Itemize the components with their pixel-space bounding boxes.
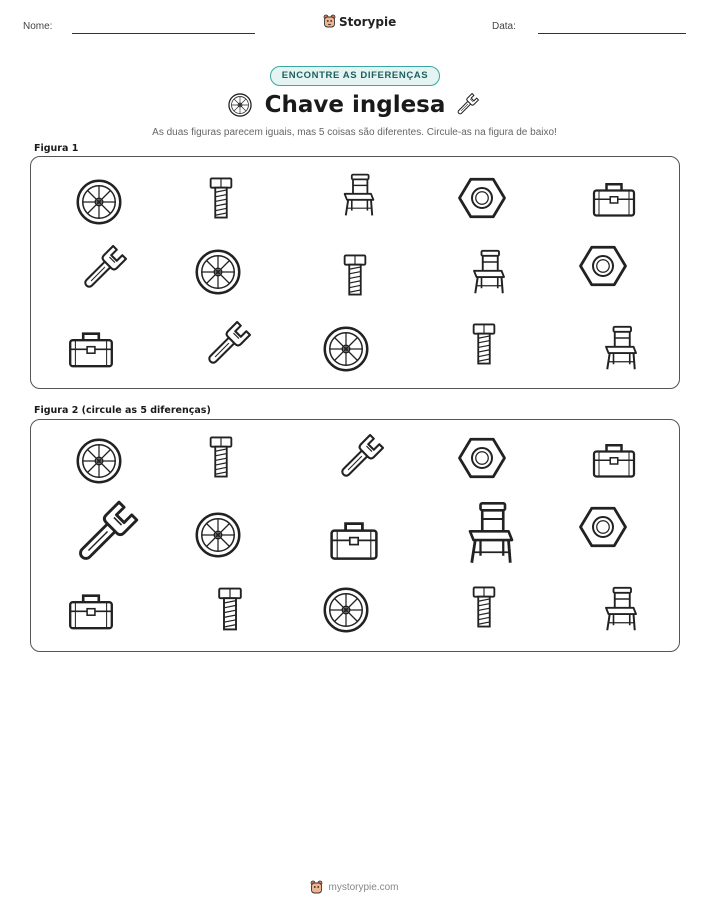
figure2-panel[interactable] xyxy=(30,419,680,652)
chair-icon xyxy=(596,323,646,373)
toolbox-icon xyxy=(589,173,639,223)
wheel-icon xyxy=(74,436,124,486)
bolt-icon xyxy=(198,175,244,221)
toolbox-icon xyxy=(65,322,117,374)
chair-icon xyxy=(596,584,646,634)
wrench-icon xyxy=(334,432,386,484)
page-title: Chave inglesa xyxy=(264,92,446,118)
toolbox-icon xyxy=(589,434,639,484)
wheel-icon xyxy=(74,177,124,227)
bolt-icon xyxy=(198,434,244,480)
storypie-mascot-icon xyxy=(323,14,336,29)
name-label: Nome: xyxy=(23,21,53,32)
date-line[interactable] xyxy=(538,33,686,34)
activity-badge: ENCONTRE AS DIFERENÇAS xyxy=(270,66,440,86)
toolbox-icon xyxy=(65,584,117,636)
brand-name: Storypie xyxy=(339,14,397,29)
wrench-icon xyxy=(201,319,253,371)
name-line[interactable] xyxy=(72,33,255,34)
hex-nut-icon xyxy=(457,433,507,483)
wrench-icon xyxy=(69,498,141,570)
figure2-label: Figura 2 (circule as 5 diferenças) xyxy=(34,405,211,416)
bolt-icon xyxy=(461,321,507,367)
hex-nut-icon xyxy=(578,502,628,552)
figure1-label: Figura 1 xyxy=(34,143,79,154)
footer-url[interactable]: mystorypie.com xyxy=(328,882,399,893)
storypie-mascot-icon xyxy=(310,880,323,895)
bolt-icon xyxy=(461,584,507,630)
wrench-icon xyxy=(77,243,129,295)
chair-icon xyxy=(464,247,514,297)
wheel-icon xyxy=(193,510,243,560)
wrench-icon xyxy=(454,92,480,123)
hex-nut-icon xyxy=(578,241,628,291)
chair-icon xyxy=(335,171,383,219)
date-label: Data: xyxy=(492,21,516,32)
hex-nut-icon xyxy=(457,173,507,223)
footer xyxy=(0,880,709,895)
wheel-icon xyxy=(321,585,371,635)
wheel-icon xyxy=(321,324,371,374)
brand-logo xyxy=(323,14,396,29)
wheel-icon xyxy=(193,247,243,297)
toolbox-icon xyxy=(326,511,382,567)
chair-icon xyxy=(456,498,526,568)
bolt-icon xyxy=(332,252,378,298)
figure1-panel[interactable] xyxy=(30,156,680,389)
instructions: As duas figuras parecem iguais, mas 5 coisas são diferentes. Circule-as na figura de baixo! xyxy=(152,127,557,138)
bolt-icon xyxy=(206,585,254,633)
